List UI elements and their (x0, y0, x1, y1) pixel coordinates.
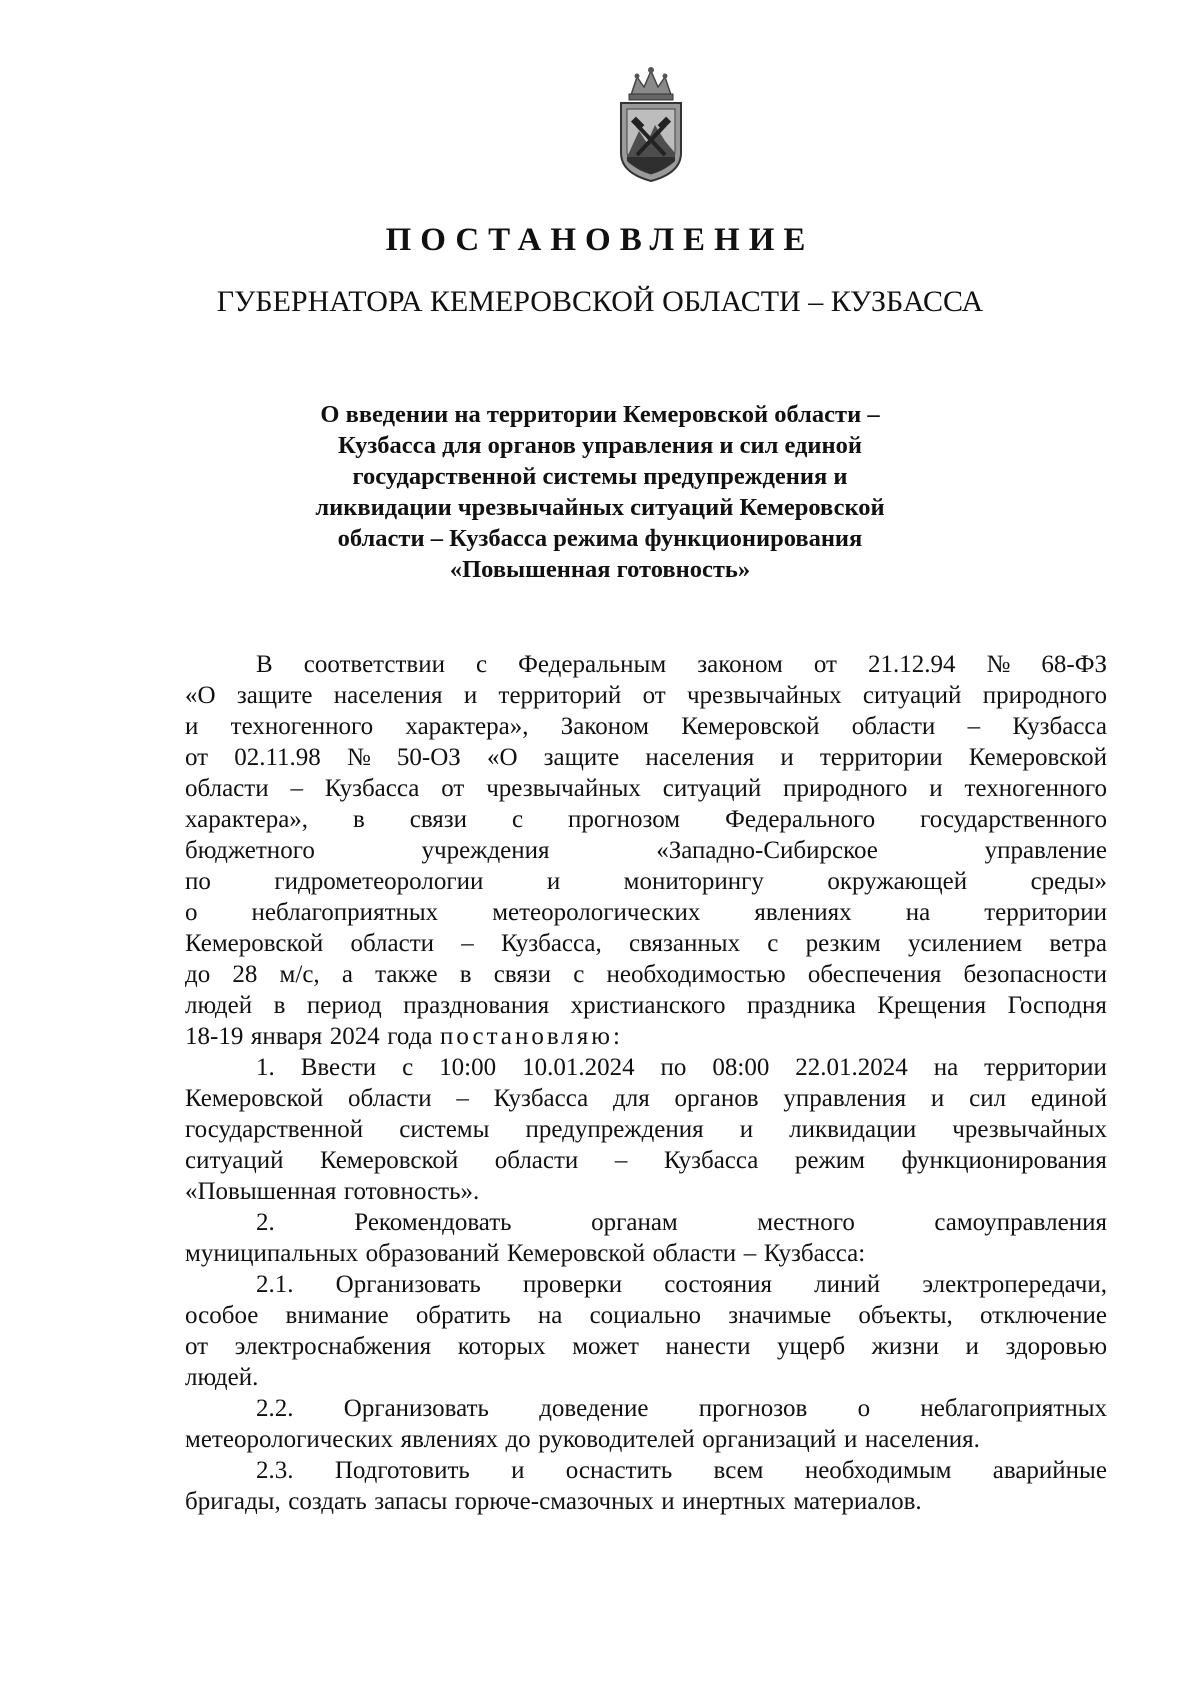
body-word: образований (365, 1240, 500, 1267)
body-word: состояния (664, 1271, 772, 1298)
body-word: в (459, 961, 472, 988)
body-word: сил (969, 1085, 1007, 1112)
body-word: резким (805, 930, 881, 957)
document-subject (300, 399, 900, 585)
body-word: с (573, 961, 585, 988)
body-word: территории (819, 744, 943, 771)
body-word: Рекомендовать (354, 1209, 512, 1236)
body-word: бюджетного (185, 837, 315, 864)
body-word: государственного (920, 806, 1107, 833)
body-line (185, 959, 1107, 990)
body-word: празднования (403, 992, 550, 1019)
body-word: электроснабжения (234, 1333, 432, 1360)
body-word: территорий (498, 682, 622, 709)
body-word: руководителей (538, 1426, 695, 1453)
body-word: Кемеровской (185, 930, 324, 957)
body-word: 2.3. (256, 1457, 294, 1484)
resolution-keyword: постановляю: (440, 1023, 623, 1050)
body-word: о (185, 899, 198, 926)
body-word: может (572, 1333, 639, 1360)
body-line (185, 1238, 1107, 1269)
body-word: метеорологических (185, 1426, 394, 1453)
body-word: для (613, 1085, 650, 1112)
body-word: системы (399, 1116, 490, 1143)
body-word: на (905, 899, 931, 926)
body-word: явлениях (754, 899, 852, 926)
body-word: с (512, 806, 524, 833)
body-word: 28 (232, 961, 258, 988)
body-word: жизни (871, 1333, 939, 1360)
body-word: с (476, 651, 488, 678)
body-word: Подготовить (334, 1457, 470, 1484)
body-word: – (461, 930, 474, 957)
body-word: Господня (1007, 992, 1107, 1019)
body-word: территории (984, 899, 1107, 926)
body-word: от (813, 651, 837, 678)
body-word: всем (713, 1457, 764, 1484)
body-word: от (441, 775, 465, 802)
body-word: на (537, 1302, 563, 1329)
body-word: оснастить (565, 1457, 673, 1484)
body-word: среды» (1030, 868, 1107, 895)
body-word: защите (543, 744, 620, 771)
body-word: «О (185, 682, 216, 709)
body-word: области (185, 775, 269, 802)
body-word: «О (486, 744, 518, 771)
body-word: техногенного (230, 713, 374, 740)
body-word: значимые (728, 1302, 832, 1329)
body-word: муниципальных (185, 1240, 359, 1267)
body-word: с (402, 1054, 414, 1081)
body-word: 22.01.2024 (795, 1054, 908, 1081)
body-word: горюче-смазочных (454, 1488, 654, 1515)
body-word: нанести (665, 1333, 751, 1360)
body-word: единой (1030, 1085, 1107, 1112)
body-word: защите (236, 682, 313, 709)
body-word: Кузбасса (324, 775, 420, 802)
body-word: области (851, 713, 936, 740)
body-word: ситуаций (662, 775, 762, 802)
document-title: ПОСТАНОВЛЕНИЕ (385, 222, 815, 258)
body-word: Федерального (725, 806, 876, 833)
body-word: окружающей (827, 868, 968, 895)
body-word: Кемеровской (506, 1240, 646, 1267)
body-word: связи (493, 961, 552, 988)
body-word: управления (783, 1085, 907, 1112)
body-word: Кемеровской (185, 1085, 324, 1112)
body-word: ликвидации (789, 1116, 917, 1143)
body-word: 1. (256, 1054, 275, 1081)
body-word: обратить (415, 1302, 511, 1329)
body-line (185, 680, 1107, 711)
body-line (185, 1362, 1107, 1393)
body-word: характера», (185, 806, 309, 833)
body-word: создать (288, 1488, 367, 1515)
body-word: Организовать (343, 1395, 489, 1422)
body-word: 2.2. (256, 1395, 294, 1422)
body-word: до (505, 1426, 531, 1453)
body-word: области (350, 930, 435, 957)
body-word: – (290, 775, 303, 802)
body-word: В (256, 651, 273, 678)
body-word: государственной (185, 1116, 364, 1143)
body-word: в (352, 806, 365, 833)
subject-line: «Повышенная готовность» (449, 556, 751, 583)
body-word: Кузбасса, (500, 930, 602, 957)
body-word: 02.11.98 (234, 744, 321, 771)
body-word: христианского (570, 992, 726, 1019)
body-word: Федеральным (518, 651, 667, 678)
body-word: связанных (628, 930, 741, 957)
body-word: чрезвычайных (686, 682, 842, 709)
body-word: и (965, 1333, 979, 1360)
body-word: чрезвычайных (952, 1116, 1107, 1143)
body-word: о (857, 1395, 871, 1422)
body-word: области (348, 1085, 432, 1112)
body-word: населения (645, 744, 755, 771)
body-word: 21.12.94 (867, 651, 956, 678)
body-line (185, 711, 1107, 742)
body-word: материалов. (793, 1488, 922, 1515)
subject-line: Кузбасса для органов управления и сил единой (337, 432, 863, 459)
body-word: 18-19 (185, 1023, 244, 1050)
body-word: организаций (702, 1426, 837, 1453)
body-word: 2. (256, 1209, 275, 1236)
body-word: характера», (405, 713, 529, 740)
subject-line: государственной системы предупреждения и (352, 463, 848, 490)
body-word: Кузбасса (663, 1147, 759, 1174)
body-word: и (546, 868, 561, 895)
body-word: с (767, 930, 779, 957)
body-word: Кемеровской (968, 744, 1107, 771)
body-word: линий (814, 1271, 881, 1298)
subject-line: области – Кузбасса режима функционирования (337, 525, 863, 552)
body-word: Законом (560, 713, 649, 740)
body-word: праздника (747, 992, 856, 1019)
body-word: режим (794, 1147, 865, 1174)
body-word: и (739, 1116, 754, 1143)
body-word: а (341, 961, 353, 988)
body-word: Кемеровской (681, 713, 820, 740)
body-word: 2024 (329, 1023, 380, 1050)
body-word: период (306, 992, 382, 1019)
body-word: готовность». (343, 1178, 480, 1205)
body-word: необходимостью (606, 961, 786, 988)
body-word: «Повышенная (185, 1178, 337, 1205)
body-word: на (933, 1054, 959, 1081)
body-word: электропередачи, (922, 1271, 1107, 1298)
body-line (185, 928, 1107, 959)
body-word: 68-ФЗ (1041, 651, 1107, 678)
body-word: законом (697, 651, 783, 678)
body-word: соответствии (303, 651, 445, 678)
body-line (185, 804, 1107, 835)
body-word: Кузбасса: (763, 1240, 866, 1267)
body-line (185, 1052, 1107, 1083)
document-body (185, 649, 1107, 1517)
subject-line: ликвидации чрезвычайных ситуаций Кемеровской (315, 494, 885, 521)
body-word: мониторингу (623, 868, 764, 895)
body-word: до (185, 961, 211, 988)
body-word: усилением (907, 930, 1023, 957)
body-line (185, 742, 1107, 773)
body-word: объекты, (858, 1302, 953, 1329)
body-word: бригады, (185, 1488, 281, 1515)
body-word: природного (783, 775, 908, 802)
body-word: функционирования (901, 1147, 1107, 1174)
body-word: местного (757, 1209, 855, 1236)
body-word: и (463, 682, 478, 709)
body-word: ветра (1049, 930, 1107, 957)
body-word: года (387, 1023, 433, 1050)
body-word: по (660, 1054, 687, 1081)
body-word: Организовать (335, 1271, 481, 1298)
body-line (185, 1083, 1107, 1114)
body-word: управление (984, 837, 1107, 864)
body-word: в (273, 992, 286, 1019)
body-word: безопасности (963, 961, 1107, 988)
body-word: и (185, 713, 199, 740)
body-word: от (185, 1333, 209, 1360)
body-line (185, 1486, 1107, 1517)
coat-of-arms-emblem (607, 65, 695, 183)
body-line (185, 897, 1107, 928)
body-word: 10.01.2024 (522, 1054, 635, 1081)
body-word: по (185, 868, 211, 895)
body-line (185, 1269, 1107, 1300)
body-word: № (346, 744, 371, 771)
body-word: – (743, 1240, 757, 1267)
body-line (185, 1114, 1107, 1145)
body-word: Крещения (877, 992, 987, 1019)
body-word: «Западно-Сибирское (656, 837, 878, 864)
body-word: проверки (522, 1271, 623, 1298)
body-line (185, 773, 1107, 804)
body-word: № (986, 651, 1011, 678)
body-word: – (967, 713, 981, 740)
body-word: 50-ОЗ (396, 744, 461, 771)
body-word: – (614, 1147, 628, 1174)
body-word: органов (674, 1085, 759, 1112)
body-word: прогнозом (568, 806, 681, 833)
body-word: области (652, 1240, 737, 1267)
body-word: и (511, 1457, 525, 1484)
body-line (185, 990, 1107, 1021)
body-line (185, 1176, 1107, 1207)
body-word: необходимым (804, 1457, 952, 1484)
body-word: учреждения (421, 837, 550, 864)
body-line (185, 1331, 1107, 1362)
body-word: явлениях (400, 1426, 498, 1453)
body-word: аварийные (992, 1457, 1107, 1484)
body-line (185, 1393, 1107, 1424)
body-word: от (185, 744, 209, 771)
body-word: чрезвычайных (486, 775, 641, 802)
body-line (185, 866, 1107, 897)
body-word: Кемеровской (319, 1147, 459, 1174)
body-word: также (375, 961, 438, 988)
body-word: которых (457, 1333, 546, 1360)
body-word: обеспечения (807, 961, 942, 988)
body-word: и (930, 1085, 945, 1112)
document-issuer: ГУБЕРНАТОРА КЕМЕРОВСКОЙ ОБЛАСТИ – КУЗБАССА (216, 285, 984, 318)
body-word: ущерб (777, 1333, 846, 1360)
body-line (185, 1424, 1107, 1455)
body-word: людей. (185, 1364, 259, 1391)
body-line (185, 1145, 1107, 1176)
body-word: природного (982, 682, 1107, 709)
body-word: здоровью (1005, 1333, 1107, 1360)
body-word: запасы (374, 1488, 448, 1515)
body-line (185, 835, 1107, 866)
body-word: неблагоприятных (920, 1395, 1107, 1422)
body-word: от (642, 682, 666, 709)
body-word: социально (589, 1302, 701, 1329)
body-word: 10:00 (439, 1054, 497, 1081)
body-word: и (780, 744, 794, 771)
body-word: внимание (285, 1302, 389, 1329)
body-word: Кузбасса (493, 1085, 589, 1112)
body-word: ситуаций (185, 1147, 284, 1174)
body-word: января (250, 1023, 323, 1050)
body-word: инертных (682, 1488, 786, 1515)
body-word: органам (591, 1209, 678, 1236)
body-word: и (843, 1426, 858, 1453)
body-line (185, 1021, 1107, 1052)
body-word: – (456, 1085, 469, 1112)
body-word: техногенного (964, 775, 1107, 802)
body-line (185, 1455, 1107, 1486)
body-word: связи (409, 806, 468, 833)
body-word: Ввести (300, 1054, 377, 1081)
body-word: гидрометеорологии (274, 868, 484, 895)
body-word: населения. (864, 1426, 980, 1453)
body-word: 2.1. (256, 1271, 294, 1298)
body-word: м/с, (279, 961, 320, 988)
body-word: ситуаций (862, 682, 962, 709)
body-word: 08:00 (712, 1054, 770, 1081)
body-word: особое (185, 1302, 259, 1329)
body-word: самоуправления (934, 1209, 1107, 1236)
body-word: предупреждения (525, 1116, 704, 1143)
body-word: и (929, 775, 943, 802)
body-word: области (494, 1147, 579, 1174)
body-word: людей (185, 992, 253, 1019)
body-word: неблагоприятных (251, 899, 439, 926)
body-word: территории (984, 1054, 1107, 1081)
body-word: и (661, 1488, 675, 1515)
body-word: населения (333, 682, 443, 709)
body-word: прогнозов (698, 1395, 808, 1422)
body-line (185, 649, 1107, 680)
body-line (185, 1300, 1107, 1331)
body-word: Кузбасса (1012, 713, 1107, 740)
subject-line: О введении на территории Кемеровской области – (320, 401, 880, 428)
body-word: метеорологических (492, 899, 701, 926)
body-word: доведение (539, 1395, 649, 1422)
body-word: отключение (980, 1302, 1107, 1329)
body-line (185, 1207, 1107, 1238)
